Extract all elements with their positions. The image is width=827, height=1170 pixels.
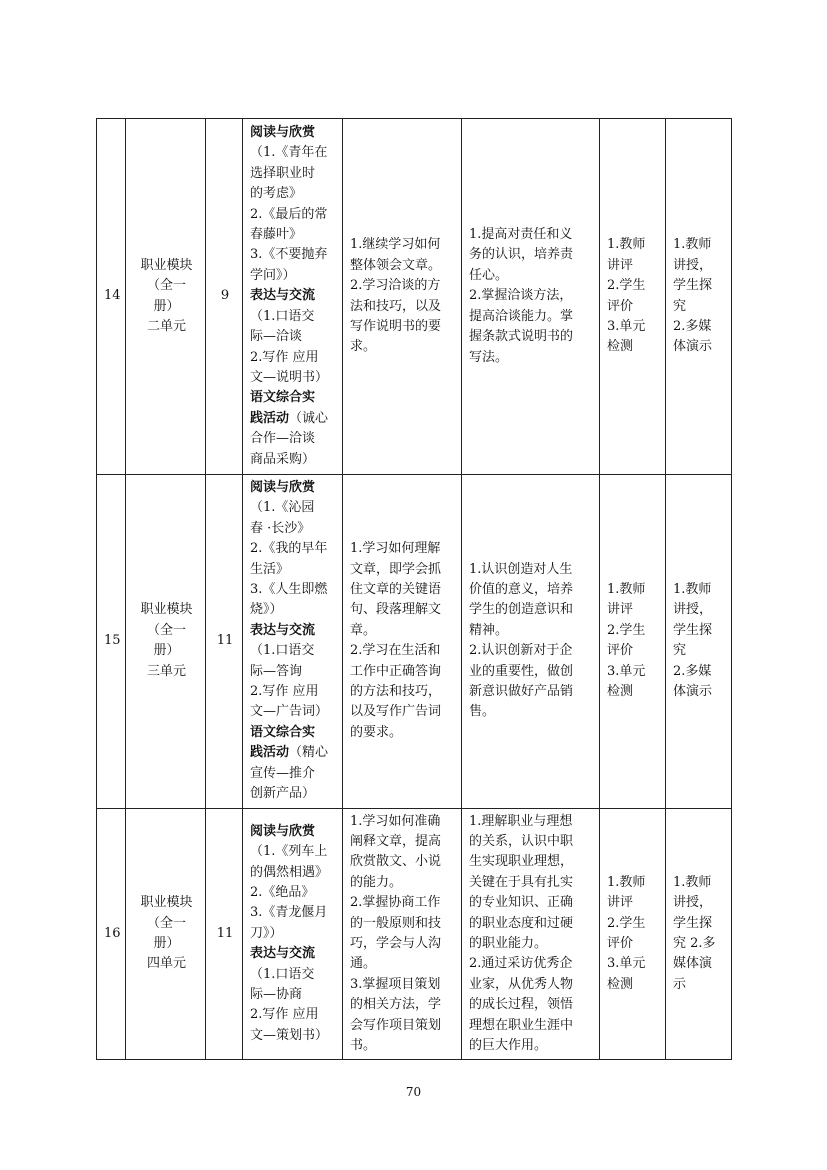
teaching-methods-line: 2.多媒 xyxy=(673,663,712,679)
teaching-aims-line: 业家，从优秀人物 xyxy=(469,976,574,992)
teaching-methods xyxy=(666,808,732,1060)
content-line: （1.《沁园 xyxy=(250,500,315,516)
content-line: 刀》） xyxy=(250,925,283,941)
teaching-aims-line: 2.掌握洽谈方法， xyxy=(469,288,573,304)
evaluation-methods xyxy=(600,119,666,475)
unit-name-line: 四单元 xyxy=(146,956,186,972)
content-heading: 阅读与欣赏 xyxy=(250,480,316,495)
unit-name-line: 三单元 xyxy=(146,663,186,679)
teaching-aims-line: 的专业知识、正确 xyxy=(469,895,574,911)
evaluation-methods-line: 讲评 xyxy=(607,257,634,273)
evaluation-methods-line: 2.学生 xyxy=(607,278,646,294)
content-line: 商品采购） xyxy=(250,451,316,467)
teaching-aims-line: 业的重要性，做创 xyxy=(469,663,574,679)
teaching-aims-line: 2.认识创新对于企 xyxy=(469,643,573,659)
learning-goals xyxy=(343,119,462,475)
teaching-methods-line: 学生探 xyxy=(673,278,713,294)
learning-goals-line: 的一般原则和技 xyxy=(350,915,442,931)
learning-goals-line: 章。 xyxy=(350,622,377,638)
teaching-methods-line: 学生探 xyxy=(673,622,713,638)
content-line: （1.《青年在 xyxy=(250,145,328,161)
learning-goals-line: 求。 xyxy=(350,339,377,355)
teaching-aims-line: 1.提高对责任和义 xyxy=(469,227,573,243)
row-number: 15 xyxy=(97,475,126,809)
content-line: （诚心 xyxy=(289,410,329,426)
teaching-aims-line: 学生的创造意识和 xyxy=(469,602,574,618)
learning-goals xyxy=(343,475,462,809)
content-heading: 阅读与欣赏 xyxy=(250,823,316,839)
evaluation-methods-line: 1.教师 xyxy=(607,237,646,253)
teaching-aims-line: 的关系，认识中职 xyxy=(469,833,574,849)
content-line: 2.写作 应用 xyxy=(250,684,319,700)
teaching-methods-line: 学生探 xyxy=(673,915,713,931)
evaluation-methods-line: 评价 xyxy=(607,298,634,314)
content-heading: 践活动 xyxy=(250,745,290,761)
teaching-methods-line: 究 xyxy=(673,298,687,314)
unit-name-line: （全一 xyxy=(146,278,186,294)
learning-goals-line: 的能力。 xyxy=(350,874,403,890)
learning-goals-line: 句、段落理解文 xyxy=(350,602,442,618)
learning-goals-line: 法和技巧，以及 xyxy=(350,298,442,314)
unit-name-line: （全一 xyxy=(146,622,186,638)
table-row xyxy=(97,808,732,1060)
teaching-aims-line: 新意识做好产品销 xyxy=(469,684,574,700)
learning-goals xyxy=(343,808,462,1060)
evaluation-methods-line: 检测 xyxy=(607,976,634,992)
teaching-methods-line: 媒体演 xyxy=(673,956,713,972)
learning-goals-line: 的相关方法，学 xyxy=(350,997,442,1013)
evaluation-methods-line: 讲评 xyxy=(607,602,634,618)
teaching-aims-line: 精神。 xyxy=(469,622,509,638)
evaluation-methods-line: 3.单元 xyxy=(607,956,646,972)
evaluation-methods xyxy=(600,475,666,809)
teaching-methods xyxy=(666,119,732,475)
learning-goals-line: 整体领会文章。 xyxy=(350,257,442,273)
table-row xyxy=(97,475,732,809)
teaching-aims xyxy=(462,475,600,809)
content-heading: 表达与交流 xyxy=(250,288,316,304)
learning-goals-line: 书。 xyxy=(350,1037,377,1053)
unit-name-line: 册） xyxy=(153,935,180,951)
teaching-aims-line: 关键在于具有扎实 xyxy=(469,874,574,890)
content-line: （1.口语交 xyxy=(250,966,315,982)
teaching-methods-line: 体演示 xyxy=(673,339,713,355)
learning-goals-line: 1.学习如何准确 xyxy=(350,813,441,829)
unit-name-line: （全一 xyxy=(146,915,186,931)
learning-goals-line: 以及写作广告词 xyxy=(350,704,442,720)
content-line: 文—策划书） xyxy=(250,1027,329,1043)
evaluation-methods-line: 评价 xyxy=(607,935,634,951)
content-line: 际—协商 xyxy=(250,986,303,1002)
teaching-aims-line: 理想在职业生涯中 xyxy=(469,1017,574,1033)
unit-name xyxy=(126,808,206,1060)
learning-goals-line: 写作说明书的要 xyxy=(350,318,442,334)
learning-goals-line: 阐释文章，提高 xyxy=(350,833,442,849)
teaching-methods-line: 1.教师 xyxy=(673,582,712,598)
teaching-methods-line: 讲授， xyxy=(673,257,713,273)
content-line: 2.《我的早年 xyxy=(250,541,328,557)
teaching-aims-line: 生实现职业理想， xyxy=(469,854,574,870)
evaluation-methods-line: 检测 xyxy=(607,339,634,355)
page-number: 70 xyxy=(405,1085,422,1099)
teaching-aims-line: 的巨大作用。 xyxy=(469,1037,548,1053)
learning-goals-line: 的方法和技巧， xyxy=(350,684,442,700)
content-heading: 践活动 xyxy=(250,410,290,426)
content-line: 3.《青龙偃月 xyxy=(250,905,328,921)
content-heading: 语文综合实 xyxy=(250,390,316,406)
learning-goals-line: 2.学习在生活和 xyxy=(350,643,441,659)
content-line: 创新产品） xyxy=(250,786,316,802)
teaching-aims-line: 务的认识，培养责 xyxy=(469,247,574,263)
evaluation-methods-line: 1.教师 xyxy=(607,874,646,890)
evaluation-methods-line: 2.学生 xyxy=(607,915,646,931)
content-line: （1.《列车上 xyxy=(250,844,328,860)
content-line: 3.《人生即燃 xyxy=(250,582,328,598)
learning-goals-line: 3.掌握项目策划 xyxy=(350,976,441,992)
teaching-aims-line: 的职业能力。 xyxy=(469,935,548,951)
content-line: 学问》） xyxy=(250,267,296,283)
content-line: （1.口语交 xyxy=(250,308,315,324)
teaching-methods-line: 体演示 xyxy=(673,684,713,700)
content-line: 际—洽谈 xyxy=(250,329,303,345)
content-line: 宣传—推介 xyxy=(250,765,316,781)
evaluation-methods-line: 2.学生 xyxy=(607,622,646,638)
teaching-aims-line: 价值的意义，培养 xyxy=(469,582,574,598)
content-line: 春藤叶》 xyxy=(250,227,303,243)
unit-name xyxy=(126,119,206,475)
content-line: 的偶然相遇》 xyxy=(250,864,329,880)
evaluation-methods-line: 检测 xyxy=(607,684,634,700)
teaching-aims-line: 2.通过采访优秀企 xyxy=(469,956,573,972)
unit-name-line: 册） xyxy=(153,298,180,314)
class-hours: 9 xyxy=(206,119,243,475)
teaching-aims-line: 1.理解职业与理想 xyxy=(469,813,573,829)
unit-name-line: 册） xyxy=(153,643,180,659)
table-row xyxy=(97,119,732,475)
teaching-aims-line: 写法。 xyxy=(469,349,509,365)
teaching-content xyxy=(243,808,343,1060)
learning-goals-line: 1.继续学习如何 xyxy=(350,237,441,253)
teaching-methods-line: 讲授， xyxy=(673,895,713,911)
teaching-aims-line: 任心。 xyxy=(469,267,509,283)
evaluation-methods-line: 1.教师 xyxy=(607,582,646,598)
content-line xyxy=(250,409,337,429)
curriculum-table xyxy=(96,118,732,1060)
content-line: 3.《不要抛弃 xyxy=(250,247,328,263)
learning-goals-line: 1.学习如何理解 xyxy=(350,541,441,557)
content-line: 2.《最后的常 xyxy=(250,206,328,222)
content-line: 的考虑》 xyxy=(250,186,303,202)
unit-name-line: 职业模块 xyxy=(140,257,193,273)
learning-goals-line: 2.学习洽谈的方 xyxy=(350,278,441,294)
learning-goals-line: 会写作项目策划 xyxy=(350,1017,442,1033)
unit-name-line: 职业模块 xyxy=(140,602,193,618)
evaluation-methods-line: 3.单元 xyxy=(607,663,646,679)
learning-goals-line: 欣赏散文、小说 xyxy=(350,854,442,870)
content-line: （精心 xyxy=(289,745,329,761)
teaching-aims-line: 提高洽谈能力。掌 xyxy=(469,308,574,324)
content-line: 文—说明书） xyxy=(250,369,329,385)
content-heading: 表达与交流 xyxy=(250,622,316,638)
teaching-aims xyxy=(462,119,600,475)
class-hours: 11 xyxy=(206,808,243,1060)
teaching-methods-line: 究 xyxy=(673,643,687,659)
teaching-content xyxy=(243,475,343,809)
learning-goals-line: 工作中正确答询 xyxy=(350,663,442,679)
learning-goals-line: 文章，即学会抓 xyxy=(350,561,442,577)
learning-goals-line: 巧，学会与人沟 xyxy=(350,935,442,951)
content-line: 文—广告词） xyxy=(250,704,329,720)
teaching-aims-line: 售。 xyxy=(469,704,496,720)
content-line: 际—答询 xyxy=(250,663,303,679)
teaching-content xyxy=(243,119,343,475)
content-line: （1.口语交 xyxy=(250,643,315,659)
learning-goals-line: 2.掌握协商工作 xyxy=(350,895,441,911)
teaching-aims xyxy=(462,808,600,1060)
unit-name-line: 二单元 xyxy=(146,318,186,334)
teaching-methods-line: 2.多媒 xyxy=(673,318,712,334)
content-line: 春 ·长沙》 xyxy=(250,520,311,536)
teaching-aims-line: 握条款式说明书的 xyxy=(469,329,574,345)
content-line: 生活》 xyxy=(250,561,290,577)
teaching-aims-line: 的职业态度和过硬 xyxy=(469,915,574,931)
teaching-methods-line: 讲授， xyxy=(673,602,713,618)
learning-goals-line: 通。 xyxy=(350,956,377,972)
unit-name xyxy=(126,475,206,809)
content-line: 选择职业时 xyxy=(250,165,316,181)
evaluation-methods-line: 评价 xyxy=(607,643,634,659)
content-line: 烧》） xyxy=(250,602,283,618)
teaching-methods-line: 究 2.多 xyxy=(673,935,716,951)
content-line: 2.写作 应用 xyxy=(250,1007,319,1023)
unit-name-line: 职业模块 xyxy=(140,895,193,911)
content-heading: 阅读与欣赏 xyxy=(250,125,316,141)
evaluation-methods xyxy=(600,808,666,1060)
learning-goals-line: 的要求。 xyxy=(350,724,403,740)
content-line: 合作—洽谈 xyxy=(250,431,316,447)
content-line xyxy=(250,743,337,763)
teaching-aims-line: 1.认识创造对人生 xyxy=(469,561,573,577)
teaching-methods-line: 示 xyxy=(673,976,687,992)
evaluation-methods-line: 讲评 xyxy=(607,895,634,911)
row-number: 14 xyxy=(97,119,126,475)
content-line: 2.《绝品》 xyxy=(250,884,315,900)
evaluation-methods-line: 3.单元 xyxy=(607,318,646,334)
content-heading: 语文综合实 xyxy=(250,724,316,740)
teaching-methods xyxy=(666,475,732,809)
content-line: 2.写作 应用 xyxy=(250,349,319,365)
row-number: 16 xyxy=(97,808,126,1060)
learning-goals-line: 住文章的关键语 xyxy=(350,582,442,598)
teaching-aims-line: 的成长过程，领悟 xyxy=(469,997,574,1013)
class-hours: 11 xyxy=(206,475,243,809)
teaching-methods-line: 1.教师 xyxy=(673,874,712,890)
content-heading: 表达与交流 xyxy=(250,946,316,962)
teaching-methods-line: 1.教师 xyxy=(673,237,712,253)
